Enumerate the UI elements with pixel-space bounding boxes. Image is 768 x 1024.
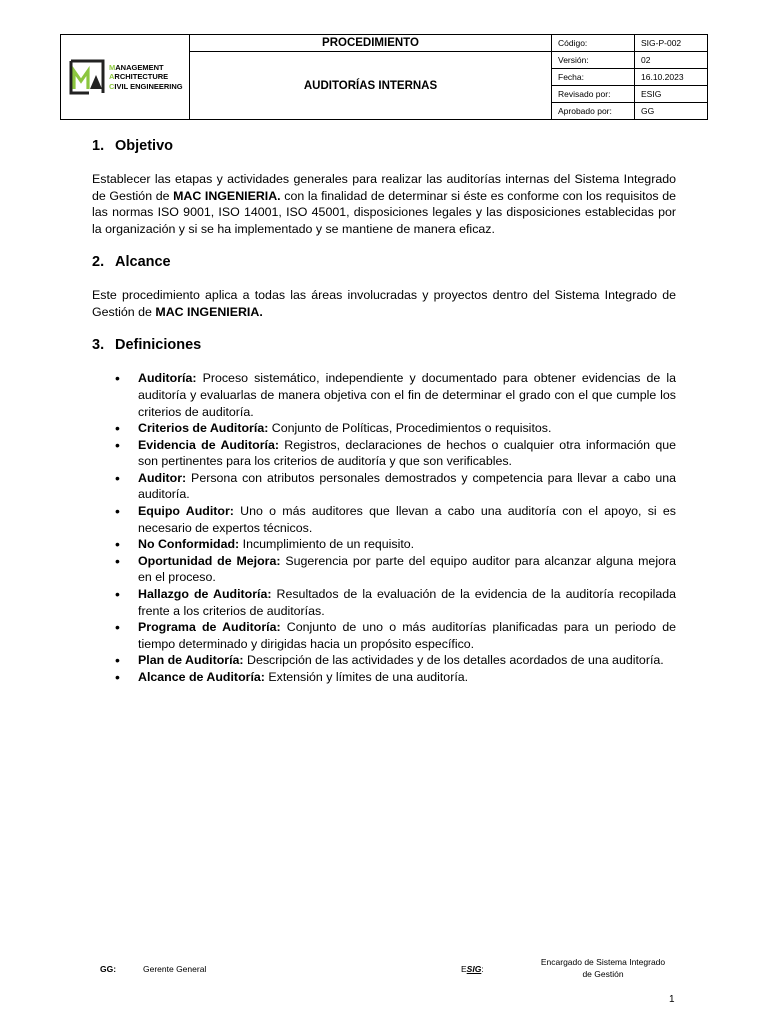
footer-gg-value: Gerente General <box>143 964 207 974</box>
field-value-codigo: SIG-P-002 <box>635 35 708 52</box>
list-item: • Criterios de Auditoría: Conjunto de Políticas, Procedimientos o requisitos. <box>138 420 676 437</box>
list-item: • No Conformidad: Incumplimiento de un requisito. <box>138 536 676 553</box>
page-number: 1 <box>669 994 675 1005</box>
field-label-codigo: Código: <box>552 35 635 52</box>
list-item: • Oportunidad de Mejora: Sugerencia por parte del equipo auditor para alcanzar alguna mejora en el proceso. <box>138 553 676 586</box>
section-heading-objetivo: 1. Objetivo <box>92 138 174 154</box>
section-heading-definiciones: 3. Definiciones <box>92 337 202 354</box>
objetivo-paragraph: Establecer las etapas y actividades generales para realizar las auditorías internas del Sistema Integrado de Gestión de MAC INGENIERIA. con la finalidad de determinar si éste es conforme con los requisitos de las normas ISO 9001, ISO 14001, ISO 45001, disposiciones legales y las disposiciones establecidas por la organización y si se ha implementado y se mantiene de manera eficaz. <box>92 172 677 236</box>
list-item: • Programa de Auditoría: Conjunto de uno o más auditorías planificadas para un periodo de tiempo determinado y dirigidas hacia un propósito específico. <box>138 619 676 652</box>
field-label-revisado: Revisado por: <box>552 86 635 103</box>
list-item: • Auditoría: Proceso sistemático, independiente y documentado para obtener evidencias de la auditoría y evaluarlas de manera objetiva con el fin de determinar el grado con el que cumple los criterios de auditoría. <box>138 370 676 420</box>
field-value-revisado: ESIG <box>635 86 708 103</box>
alcance-paragraph: Este procedimiento aplica a todas las áreas involucradas y proyectos dentro del Sistema Integrado de Gestión de MAC INGENIERIA. <box>92 288 676 319</box>
footer-esig-value: Encargado de Sistema Integrado de Gestión <box>540 957 666 979</box>
field-value-fecha: 16.10.2023 <box>635 69 708 86</box>
logo-line: ARCHITECTURE <box>109 72 169 82</box>
mac-logo-icon <box>69 59 105 95</box>
field-label-fecha: Fecha: <box>552 69 635 86</box>
list-item: • Equipo Auditor: Uno o más auditores que llevan a cabo una auditoría con el apoyo, si es necesario de expertos técnicos. <box>138 503 676 536</box>
document-header <box>60 34 708 120</box>
logo-line: CIVIL ENGINEERING <box>109 81 183 91</box>
list-item: • Alcance de Auditoría: Extensión y límites de una auditoría. <box>138 669 676 686</box>
section-heading-alcance: 2. Alcance <box>92 254 171 271</box>
definitions-list <box>92 370 676 685</box>
document-type: PROCEDIMIENTO <box>190 35 552 52</box>
field-label-aprobado: Aprobado por: <box>552 103 635 120</box>
logo-cell <box>61 35 190 120</box>
document-title: AUDITORÍAS INTERNAS <box>190 52 552 120</box>
field-value-aprobado: GG <box>635 103 708 120</box>
list-item: • Plan de Auditoría: Descripción de las actividades y de los detalles acordados de una auditoría. <box>138 652 676 669</box>
logo-wordmark <box>109 63 183 92</box>
company-logo <box>61 35 189 119</box>
list-item: • Hallazgo de Auditoría: Resultados de la evaluación de la evidencia de la auditoría recopilada frente a los criterios de auditorías. <box>138 586 676 619</box>
field-label-version: Versión: <box>552 52 635 69</box>
document-body <box>92 138 676 686</box>
list-item: • Evidencia de Auditoría: Registros, declaraciones de hechos o cualquier otra información que son pertinentes para los criterios de auditoría y que son verificables. <box>138 437 676 470</box>
field-value-version: 02 <box>635 52 708 69</box>
list-item: • Auditor: Persona con atributos personales demostrados y competencia para llevar a cabo una auditoría. <box>138 470 676 503</box>
footer-esig-label: ESIG: <box>461 964 484 974</box>
footer-gg-label: GG: <box>100 964 117 974</box>
logo-line: MANAGEMENT <box>109 62 164 72</box>
